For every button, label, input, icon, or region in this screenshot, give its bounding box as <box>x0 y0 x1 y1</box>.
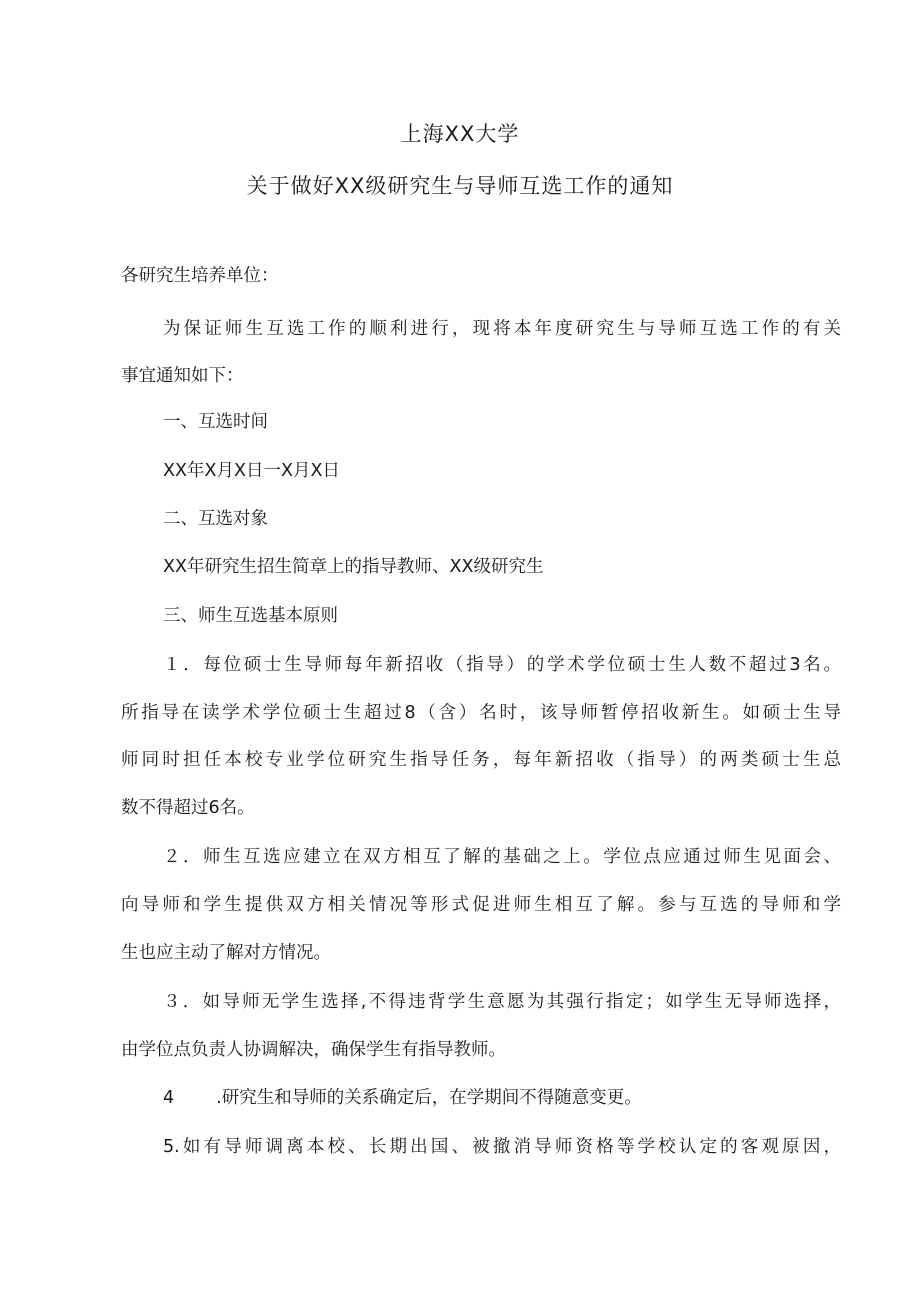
item-1-line-4: 数不得超过6名。 <box>121 798 255 818</box>
document-title-university: 上海XX大学 <box>400 122 520 146</box>
salutation: 各研究生培养单位： <box>121 266 279 286</box>
item-4-number: 4 <box>163 1088 175 1108</box>
item-5-line-1: 5.如有导师调离本校、长期出国、被撤消导师资格等学校认定的客观原因， <box>163 1137 841 1157</box>
item-1-line-1: １．每位硕士生导师每年新招收（指导）的学术学位硕士生人数不超过3名。 <box>163 655 841 675</box>
section-2-body: XX年研究生招生简章上的指导教师、XX级研究生 <box>163 557 544 577</box>
section-2-heading: 二、互选对象 <box>163 509 268 529</box>
document-title-notice: 关于做好XX级研究生与导师互选工作的通知 <box>246 174 674 198</box>
item-3-line-2: 由学位点负责人协调解决，确保学生有指导教师。 <box>121 1040 506 1060</box>
item-1-line-2: 所指导在读学术学位硕士生超过8（含）名时，该导师暂停招收新生。如硕士生导 <box>121 703 841 723</box>
item-1-line-3: 师同时担任本校专业学位研究生指导任务，每年新招收（指导）的两类硕士生总 <box>121 750 841 770</box>
item-2-line-2: 向导师和学生提供双方相关情况等形式促进师生相互了解。参与互选的导师和学 <box>121 895 841 915</box>
item-2-line-3: 生也应主动了解对方情况。 <box>121 943 331 963</box>
item-2-line-1: ２．师生互选应建立在双方相互了解的基础之上。学位点应通过师生见面会、 <box>163 847 841 867</box>
section-1-heading: 一、互选时间 <box>163 412 268 432</box>
intro-paragraph-line-1: 为保证师生互选工作的顺利进行，现将本年度研究生与导师互选工作的有关 <box>163 319 841 339</box>
item-4-text: .研究生和导师的关系确定后，在学期间不得随意变更。 <box>216 1088 642 1108</box>
intro-paragraph-line-2: 事宜通知如下： <box>121 366 244 386</box>
item-4-line <box>163 1086 642 1110</box>
item-3-line-1: ３．如导师无学生选择,不得违背学生意愿为其强行指定；如学生无导师选择， <box>163 992 841 1012</box>
section-1-body: XX年X月X日一X月X日 <box>163 461 340 481</box>
section-3-heading: 三、师生互选基本原则 <box>163 606 338 626</box>
